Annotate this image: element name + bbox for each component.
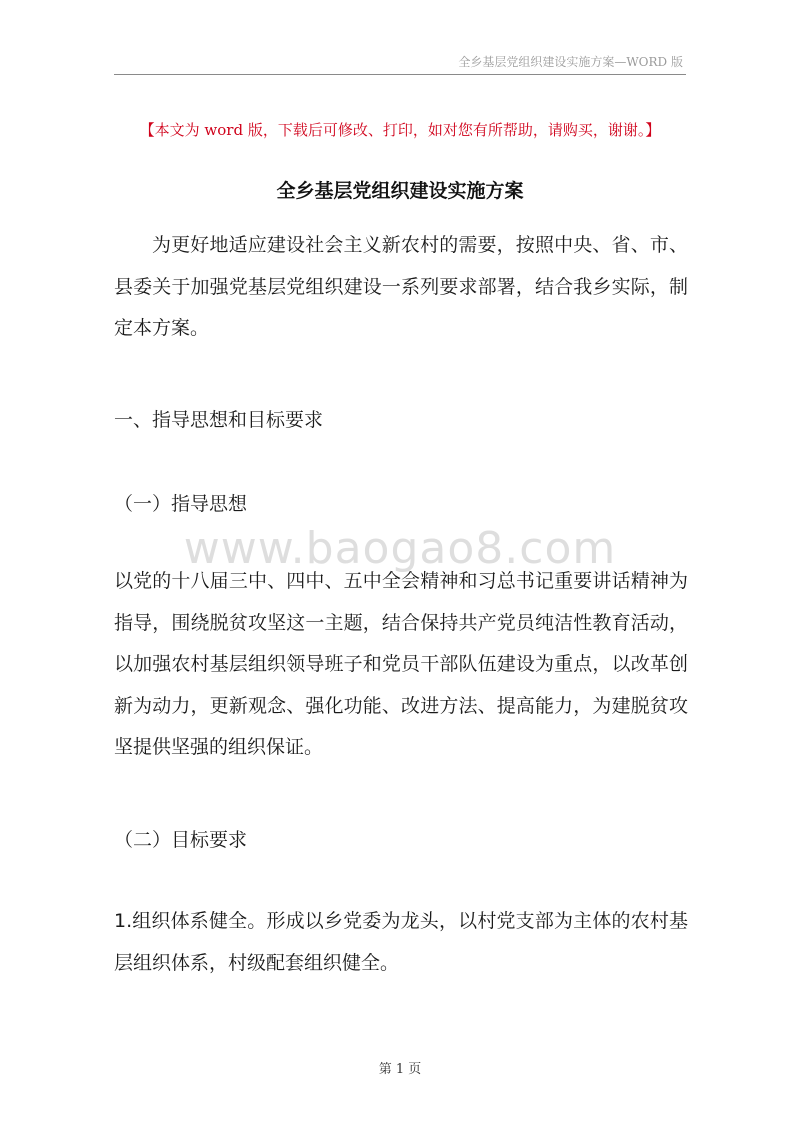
- header-divider: [114, 74, 686, 75]
- purchase-notice: 【本文为 word 版，下载后可修改、打印，如对您有所帮助，请购买，谢谢。】: [139, 121, 661, 139]
- subsection-heading-goals: （二）目标要求: [114, 829, 248, 851]
- subsection-heading-guiding-ideology: （一）指导思想: [114, 493, 248, 515]
- page-number: 第 1 页: [378, 1062, 422, 1077]
- guiding-ideology-paragraph: 以党的十八届三中、四中、五中全会精神和习总书记重要讲话精神为指导，围绕脱贫攻坚这一主题，结合保持共产党员纯洁性教育活动，以加强农村基层组织领导班子和党员干部队伍建设为重点，以改革创新为动力，更新观念、强化功能、改进方法、提高能力，为建脱贫攻坚提供坚强的组织保证。: [114, 570, 688, 758]
- goal-item-1: 1.组织体系健全。形成以乡党委为龙头，以村党支部为主体的农村基层组织体系，村级配套组织健全。: [114, 910, 688, 974]
- intro-paragraph: 为更好地适应建设社会主义新农村的需要，按照中央、省、市、县委关于加强党基层党组织建设一系列要求部署，结合我乡实际，制定本方案。: [114, 234, 688, 339]
- document-title: 全乡基层党组织建设实施方案: [276, 180, 524, 202]
- running-header: 全乡基层党组织建设实施方案—WORD 版: [458, 55, 683, 69]
- watermark: www.baogao8.com: [183, 523, 617, 574]
- section-heading-1: 一、指导思想和目标要求: [114, 409, 324, 431]
